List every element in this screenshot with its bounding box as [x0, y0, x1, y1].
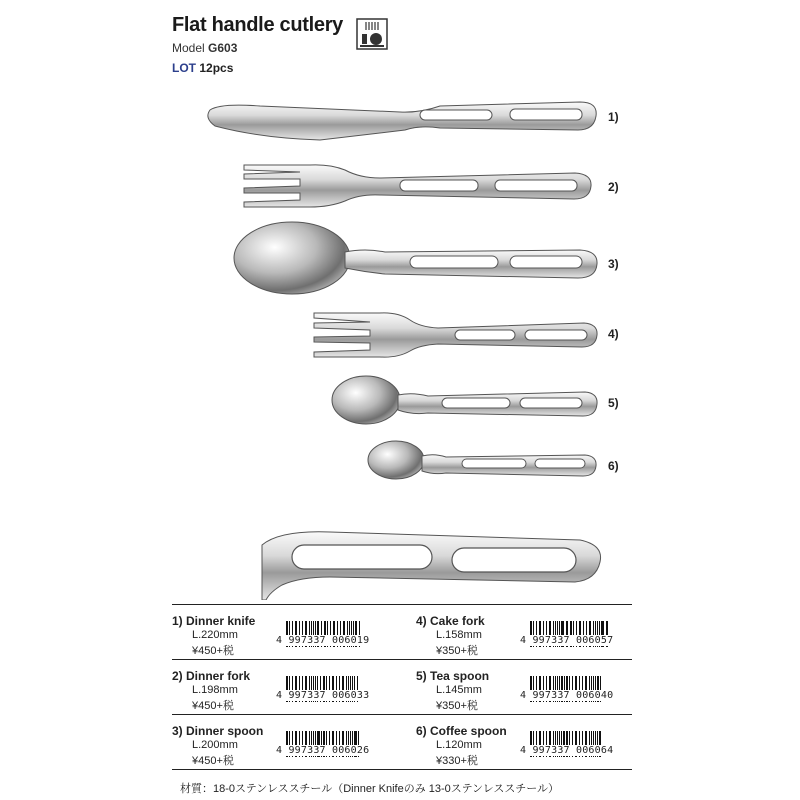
table-row: [172, 659, 632, 714]
product-name: 5) Tea spoon: [416, 669, 490, 683]
figure-label-5: 5): [608, 396, 619, 410]
barcode-number: 4 997337 006026: [276, 745, 370, 756]
table-row: [172, 714, 632, 770]
figure-label-1: 1): [608, 110, 619, 124]
dinner-spoon-image: [234, 222, 597, 294]
figure-label-2: 2): [608, 180, 619, 194]
product-length: L.120mm: [436, 739, 482, 751]
product-price: ¥350+税: [436, 700, 478, 712]
lot-value: 12pcs: [199, 61, 234, 75]
product-price: ¥450+税: [192, 645, 234, 657]
product-price: ¥330+税: [436, 755, 478, 767]
coffee-spoon-image: [368, 441, 596, 479]
product-price: ¥450+税: [192, 700, 234, 712]
product-length: L.200mm: [192, 739, 238, 751]
barcode-number: 4 997337 006019: [276, 635, 370, 646]
table-row: [172, 604, 632, 659]
dinner-fork-image: [244, 165, 591, 207]
product-cell: [416, 715, 646, 769]
figure-label-6: 6): [608, 459, 619, 473]
figure-label-4: 4): [608, 327, 619, 341]
page-title: Flat handle cutlery: [172, 14, 344, 36]
product-price: ¥350+税: [436, 645, 478, 657]
product-table: [172, 604, 632, 770]
product-name: 2) Dinner fork: [172, 669, 251, 683]
lot-label: LOT: [172, 61, 196, 75]
product-cell: [172, 715, 402, 769]
product-length: L.220mm: [192, 629, 238, 641]
product-cell: [416, 660, 646, 714]
model-value: G603: [208, 41, 238, 55]
tea-spoon-image: [332, 376, 597, 424]
product-cell: [172, 605, 402, 659]
product-name: 4) Cake fork: [416, 614, 485, 628]
figure-label-3: 3): [608, 257, 619, 271]
product-length: L.158mm: [436, 629, 482, 641]
product-length: L.198mm: [192, 684, 238, 696]
product-cell: [172, 660, 402, 714]
handle-closeup-image: [262, 532, 601, 600]
product-name: 3) Dinner spoon: [172, 724, 264, 738]
barcode-number: 4 997337 006064: [520, 745, 614, 756]
product-length: L.145mm: [436, 684, 482, 696]
barcode-number: 4 997337 006057: [520, 635, 614, 646]
model-label: Model: [172, 41, 205, 55]
product-name: 6) Coffee spoon: [416, 724, 507, 738]
barcode-number: 4 997337 006040: [520, 690, 614, 701]
product-cell: [416, 605, 646, 659]
product-name: 1) Dinner knife: [172, 614, 256, 628]
cake-fork-image: [314, 313, 597, 357]
dinner-knife-image: [208, 102, 596, 140]
material-note: 材質：18-0ステンレススチール（Dinner Knifeのみ 13-0ステンレススチール）: [180, 783, 559, 795]
product-price: ¥450+税: [192, 755, 234, 767]
barcode-number: 4 997337 006033: [276, 690, 370, 701]
